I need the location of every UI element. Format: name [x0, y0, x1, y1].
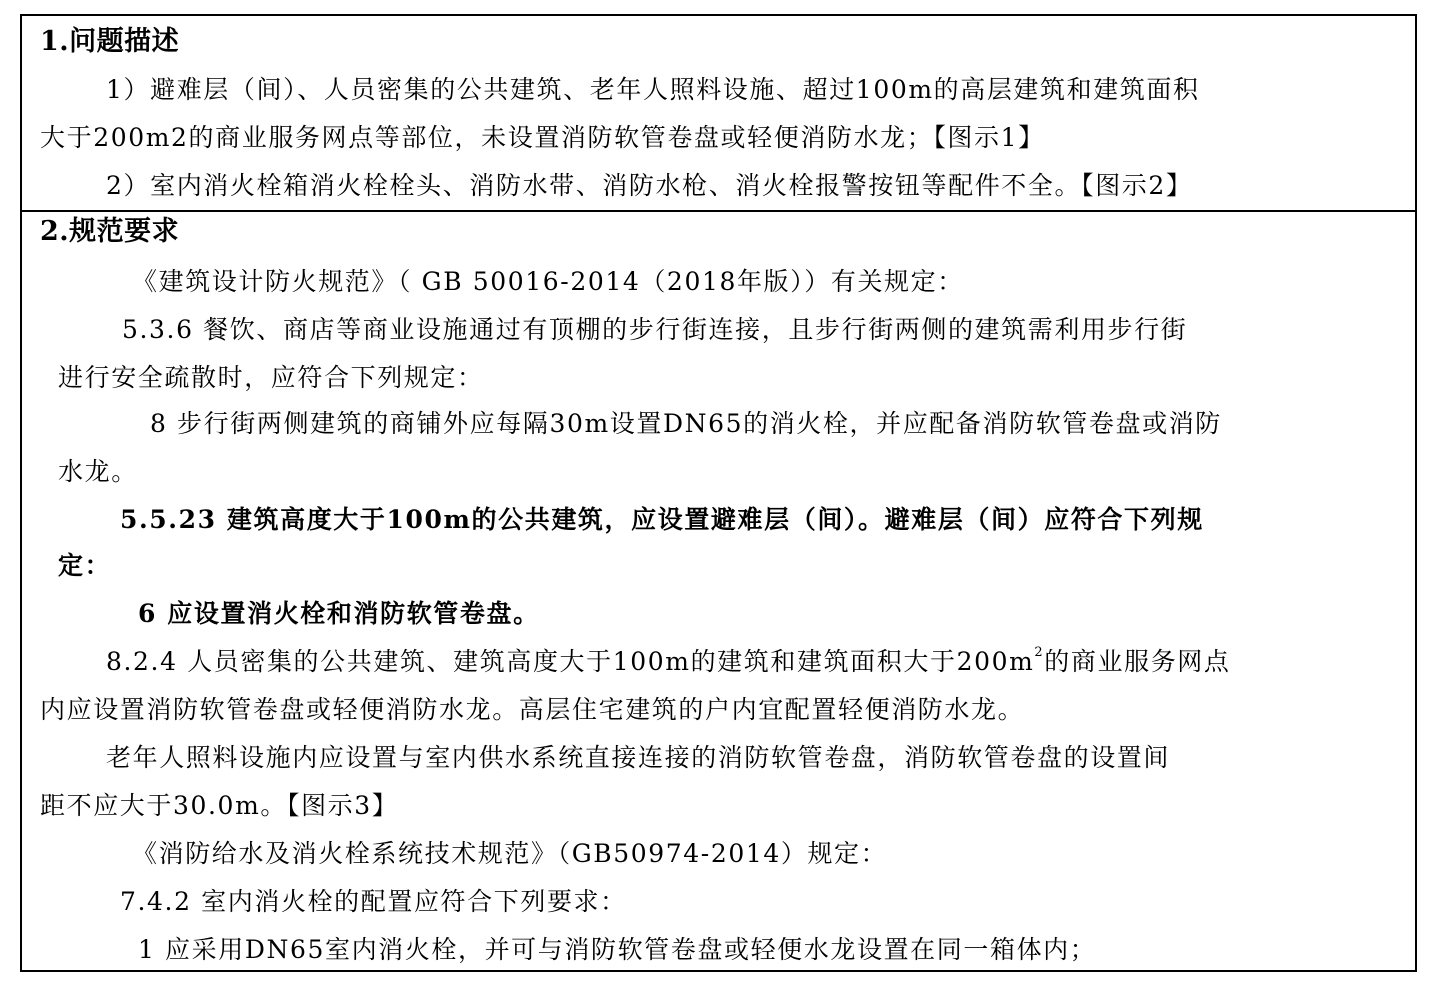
document-table — [20, 14, 1417, 972]
spec-line-824 — [106, 646, 1231, 678]
problem-description-section — [22, 16, 1415, 212]
spec-line: 距不应大于30.0m。【图示3】 — [40, 791, 399, 820]
spec-line-bold: 6 应设置消火栓和消防软管卷盘。 — [138, 599, 540, 628]
specification-section — [22, 210, 1415, 970]
spec-line: 7.4.2 室内消火栓的配置应符合下列要求： — [120, 887, 627, 916]
spec-line-824-text: 8.2.4 人员密集的公共建筑、建筑高度大于100m的建筑和建筑面积大于200m — [106, 647, 1035, 676]
spec-line: 进行安全疏散时，应符合下列规定： — [58, 363, 484, 392]
problem-line: 1）避难层（间）、人员密集的公共建筑、老年人照料设施、超过100m的高层建筑和建筑面积 — [106, 75, 1200, 104]
spec-line: 老年人照料设施内应设置与室内供水系统直接连接的消防软管卷盘，消防软管卷盘的设置间 — [106, 743, 1171, 772]
spec-line: 8 步行街两侧建筑的商铺外应每隔30m设置DN65的消火栓，并应配备消防软管卷盘或消防 — [150, 409, 1222, 438]
spec-line: 内应设置消防软管卷盘或轻便消防水龙。高层住宅建筑的户内宜配置轻便消防水龙。 — [40, 695, 1025, 724]
superscript: 2 — [1034, 645, 1045, 660]
spec-line: 1 应采用DN65室内消火栓，并可与消防软管卷盘或轻便水龙设置在同一箱体内； — [138, 935, 1097, 964]
spec-line-bold: 5.5.23 建筑高度大于100m的公共建筑，应设置避难层（间）。避难层（间）应符合下列规 — [120, 505, 1204, 534]
spec-line: 5.3.6 餐饮、商店等商业设施通过有顶棚的步行街连接，且步行街两侧的建筑需利用步行街 — [122, 315, 1188, 344]
spec-line-824-text-end: 的商业服务网点 — [1044, 647, 1231, 676]
spec-line: 《消防给水及消火栓系统技术规范》（GB50974-2014）规定： — [132, 839, 888, 868]
problem-line: 2）室内消火栓箱消火栓栓头、消防水带、消防水枪、消火栓报警按钮等配件不全。【图示2】 — [106, 171, 1193, 200]
spec-line-bold: 定： — [58, 551, 112, 580]
spec-line: 水龙。 — [58, 457, 138, 486]
specification-title: 2.规范要求 — [40, 216, 180, 247]
problem-description-title: 1.问题描述 — [40, 26, 180, 57]
problem-line: 大于200m2的商业服务网点等部位，未设置消防软管卷盘或轻便消防水龙；【图示1】 — [40, 123, 1045, 152]
spec-line: 《建筑设计防火规范》（ GB 50016-2014（2018年版））有关规定： — [132, 267, 964, 296]
